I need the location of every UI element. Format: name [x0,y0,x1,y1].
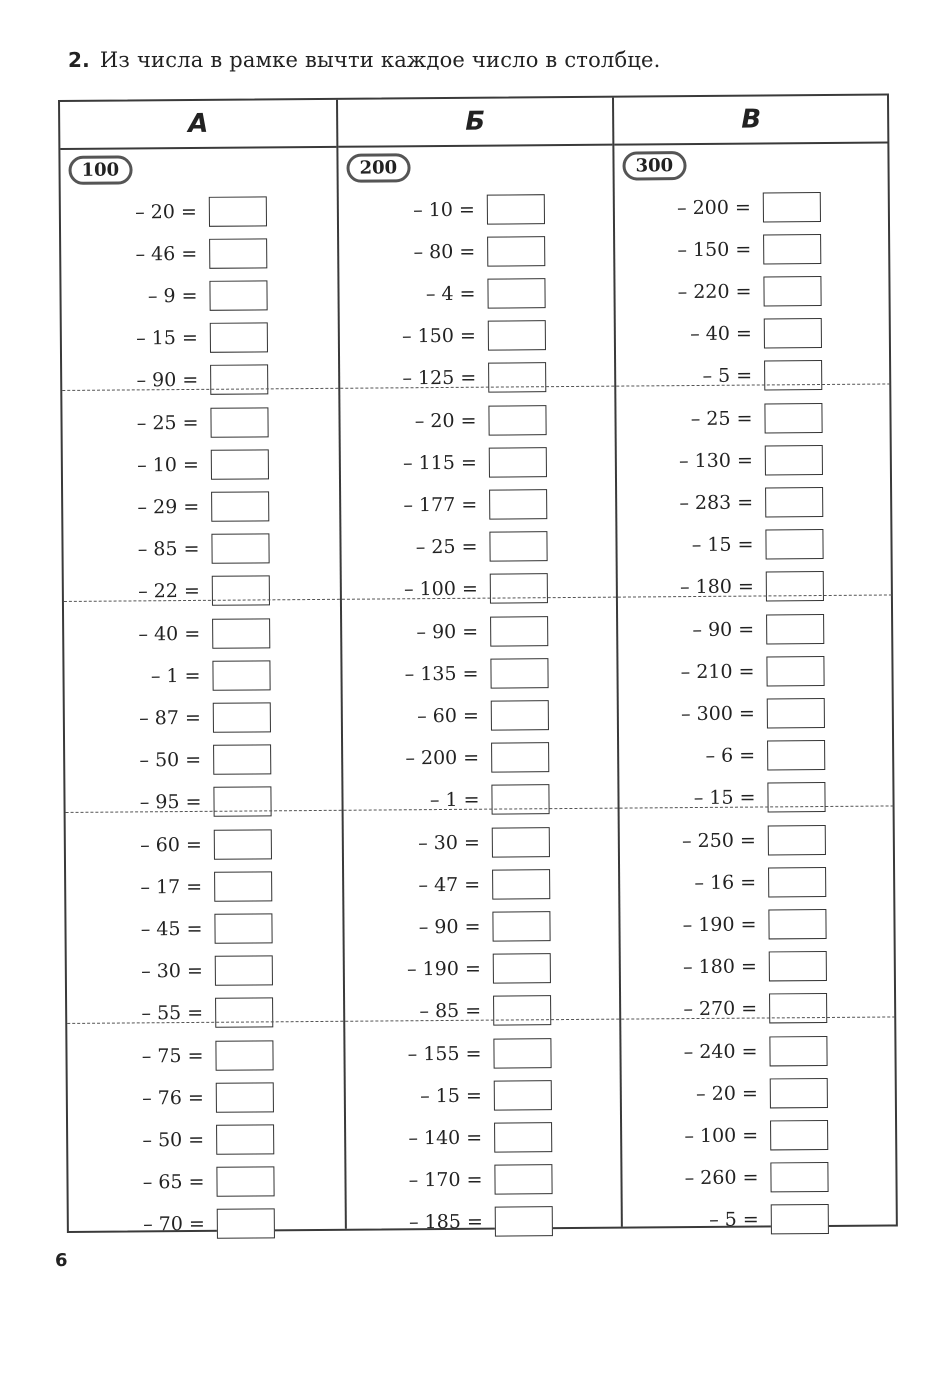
problem-groups [615,185,897,1242]
subtraction-expression: – 16 = [694,871,757,895]
subtraction-row [620,902,894,946]
subtraction-expression: – 22 = [138,579,200,603]
subtraction-row [621,1029,895,1073]
subtraction-expression: – 90 = [416,620,479,644]
task-number: 2. [68,48,90,72]
answer-box[interactable] [766,656,824,686]
subtraction-expression: – 1 = [150,664,201,688]
subtraction-row [68,1160,344,1204]
subtraction-expression: – 190 = [682,913,757,937]
problem-group [67,1034,345,1247]
answer-box[interactable] [216,1166,274,1196]
subtraction-row [621,944,895,988]
answer-box[interactable] [770,1162,828,1192]
answer-box[interactable] [213,744,271,774]
subtraction-expression: – 40 = [138,622,201,646]
subtraction-row [345,989,619,1033]
subtraction-row [61,274,337,318]
subtraction-row [341,525,615,569]
subtraction-expression: – 9 = [147,284,198,308]
subtraction-row [615,227,889,271]
subtraction-row [615,185,889,229]
subtraction-row [617,480,891,524]
answer-box[interactable] [215,997,273,1027]
subtraction-expression: – 20 = [414,409,477,433]
answer-box[interactable] [770,1078,828,1108]
subtraction-row [618,564,892,608]
subtraction-expression: – 150 = [402,324,476,348]
subtraction-row [62,358,338,402]
subtraction-expression: – 6 = [705,744,756,767]
subtraction-expression: – 15 = [136,326,198,350]
answer-box[interactable] [213,702,271,732]
answer-box[interactable] [765,487,823,517]
subtraction-row [623,1197,897,1241]
subtraction-row [344,821,618,865]
answer-box[interactable] [216,1082,274,1112]
subtraction-row [65,780,341,824]
task-instruction: Из числа в рамке вычти каждое число в столбце. [99,48,661,72]
answer-box[interactable] [217,1208,275,1238]
subtraction-expression: – 10 = [413,198,475,222]
answer-box[interactable] [493,995,551,1025]
subtraction-row [343,778,617,822]
subtraction-row [619,733,893,777]
column-header: В [614,95,888,145]
subtraction-expression: – 90 = [692,618,755,642]
answer-box[interactable] [213,786,271,816]
subtraction-row [345,947,619,991]
subtraction-row [617,438,891,482]
subtraction-row [65,738,341,782]
subtraction-expression: – 85 = [419,999,482,1023]
answer-box[interactable] [492,911,550,941]
answer-box[interactable] [768,909,826,939]
subtraction-expression: – 140 = [408,1126,483,1150]
subtraction-expression: – 25 = [415,535,478,559]
subtraction-expression: – 100 = [684,1124,759,1148]
task-heading [68,48,661,72]
answer-box[interactable] [764,360,822,390]
column-1 [60,100,345,1236]
subtraction-expression: – 55 = [141,1001,204,1025]
answer-box[interactable] [495,1206,553,1236]
subtraction-row [67,991,343,1035]
subtraction-expression: – 50 = [142,1128,205,1152]
subtraction-row [616,396,890,440]
subtraction-expression: – 115 = [403,451,477,475]
subtraction-row [339,230,613,274]
answer-box[interactable] [494,1164,552,1194]
answer-box[interactable] [491,784,549,814]
subtraction-expression: – 150 = [677,238,752,262]
column-2 [336,98,621,1234]
answer-box[interactable] [487,236,545,266]
subtraction-row [69,1202,345,1246]
subtraction-expression: – 210 = [680,660,755,684]
answer-box[interactable] [209,196,267,226]
answer-box[interactable] [489,489,547,519]
subtraction-row [615,269,889,313]
answer-box[interactable] [210,407,268,437]
answer-box[interactable] [212,575,270,605]
subtraction-row [64,612,340,656]
subtraction-row [339,272,613,316]
answer-box[interactable] [212,618,270,648]
subtraction-expression: – 4 = [425,282,476,306]
subtraction-expression: – 177 = [403,493,478,517]
subtraction-row [345,1032,619,1076]
subtraction-expression: – 180 = [679,575,754,599]
subtraction-expression: – 200 = [405,746,480,770]
subtraction-row [344,863,618,907]
subtraction-expression: – 15 = [693,786,756,810]
column-header: А [60,100,336,150]
answer-box[interactable] [215,955,273,985]
subtraction-expression: – 200 = [677,196,751,220]
answer-box[interactable] [214,913,272,943]
answer-box[interactable] [492,869,550,899]
subtraction-expression: – 65 = [142,1170,205,1194]
subtraction-row [622,1155,896,1199]
minuend-badge: 100 [68,155,132,184]
subtraction-row [65,696,341,740]
subtraction-row [619,691,893,735]
subtraction-row [64,569,340,613]
answer-box[interactable] [769,951,827,981]
subtraction-expression: – 17 = [140,875,203,899]
answer-box[interactable] [488,362,546,392]
answer-box[interactable] [770,1120,828,1150]
subtraction-row [66,907,342,951]
subtraction-expression: – 95 = [139,790,202,814]
answer-box[interactable] [766,614,824,644]
subtraction-expression: – 60 = [140,833,202,857]
subtraction-row [67,949,343,993]
problem-group [62,401,340,614]
subtraction-row [62,401,338,445]
subtraction-row [346,1074,620,1118]
subtraction-row [620,818,894,862]
subtraction-expression: – 30 = [141,959,203,983]
subtraction-expression: – 76 = [142,1086,204,1110]
subtraction-row [63,485,339,529]
problem-group [340,399,616,612]
subtraction-row [64,654,340,698]
answer-box[interactable] [769,993,827,1023]
problem-group [345,1032,621,1245]
subtraction-expression: – 87 = [139,706,201,730]
subtraction-expression: – 47 = [418,873,481,897]
subtraction-expression: – 260 = [684,1166,759,1190]
subtraction-expression: – 85 = [137,537,200,561]
subtraction-row [619,775,893,819]
answer-box[interactable] [492,827,550,857]
subtraction-row [340,356,614,400]
subtraction-expression: – 46 = [135,242,198,266]
subtraction-expression: – 1 = [429,788,480,812]
subtraction-expression: – 25 = [690,407,753,431]
subtraction-row [343,694,617,738]
subtraction-row [617,522,891,566]
subtraction-row [616,311,890,355]
subtraction-row [616,353,890,397]
problem-group [339,188,615,401]
subtraction-expression: – 100 = [404,577,478,601]
column-header: Б [338,98,612,148]
subtraction-expression: – 90 = [136,368,199,392]
subtraction-row [63,443,339,487]
column-3 [612,95,897,1231]
problem-group [64,612,342,825]
answer-box[interactable] [214,829,272,859]
subtraction-expression: – 40 = [690,322,752,346]
answer-box[interactable] [214,871,272,901]
subtraction-expression: – 180 = [682,955,757,979]
subtraction-expression: – 15 = [420,1084,482,1108]
subtraction-expression: – 190 = [406,957,481,981]
subtraction-expression: – 5 = [702,364,753,387]
subtraction-expression: – 130 = [679,449,753,473]
exercise-table [58,93,898,1236]
subtraction-row [68,1076,344,1120]
answer-box[interactable] [490,658,548,688]
subtraction-expression: – 125 = [402,366,477,390]
subtraction-expression: – 5 = [709,1208,759,1231]
subtraction-expression: – 29 = [137,495,200,519]
answer-box[interactable] [490,616,548,646]
problem-groups [339,188,621,1245]
subtraction-row [339,188,613,232]
subtraction-row [620,860,894,904]
answer-box[interactable] [771,1204,829,1234]
answer-box[interactable] [766,571,824,601]
answer-box[interactable] [487,278,545,308]
subtraction-expression: – 80 = [413,240,476,264]
answer-box[interactable] [765,529,823,559]
answer-box[interactable] [768,867,826,897]
subtraction-expression: – 90 = [418,915,481,939]
problem-group [618,607,894,820]
subtraction-row [621,986,895,1030]
subtraction-expression: – 20 = [135,200,197,224]
subtraction-expression: – 45 = [140,917,203,941]
answer-box[interactable] [211,533,269,563]
subtraction-row [340,314,614,358]
subtraction-expression: – 25 = [136,411,199,435]
subtraction-expression: – 15 = [691,533,754,557]
subtraction-expression: – 220 = [677,280,752,304]
page-number: 6 [55,1250,68,1271]
subtraction-row [68,1118,344,1162]
subtraction-expression: – 20 = [696,1082,758,1106]
subtraction-row [342,567,616,611]
answer-box[interactable] [216,1124,274,1154]
subtraction-expression: – 185 = [408,1210,483,1234]
minuend-badge: 300 [622,151,686,180]
subtraction-row [67,1034,343,1078]
answer-box[interactable] [494,1122,552,1152]
answer-box[interactable] [215,1040,273,1070]
subtraction-expression: – 250 = [681,829,756,853]
problem-group [66,823,344,1036]
answer-box[interactable] [488,320,546,350]
answer-box[interactable] [489,447,547,477]
answer-box[interactable] [209,280,267,310]
subtraction-row [346,1158,620,1202]
problem-group [615,185,891,398]
subtraction-row [61,190,337,234]
subtraction-row [63,527,339,571]
answer-box[interactable] [491,742,549,772]
answer-box[interactable] [491,700,549,730]
answer-box[interactable] [211,491,269,521]
subtraction-expression: – 75 = [141,1044,204,1068]
subtraction-expression: – 170 = [408,1168,483,1192]
subtraction-row [341,441,615,485]
subtraction-row [622,1071,896,1115]
answer-box[interactable] [490,573,548,603]
answer-box[interactable] [211,449,269,479]
subtraction-row [341,483,615,527]
subtraction-row [618,649,892,693]
answer-box[interactable] [764,403,822,433]
subtraction-row [347,1200,621,1244]
subtraction-row [61,232,337,276]
answer-box[interactable] [767,698,825,728]
subtraction-row [622,1113,896,1157]
subtraction-expression: – 50 = [139,748,202,772]
answer-box[interactable] [763,192,821,222]
subtraction-row [618,607,892,651]
answer-box[interactable] [763,234,821,264]
subtraction-expression: – 300 = [680,702,755,726]
problem-group [342,610,618,823]
answer-box[interactable] [769,1036,827,1066]
subtraction-row [344,905,618,949]
problem-group [620,818,896,1031]
answer-box[interactable] [493,953,551,983]
answer-box[interactable] [489,531,547,561]
answer-box[interactable] [764,318,822,348]
subtraction-expression: – 135 = [404,662,479,686]
problem-group [344,821,620,1034]
answer-box[interactable] [487,194,545,224]
subtraction-expression: – 270 = [683,997,758,1021]
answer-box[interactable] [763,276,821,306]
answer-box[interactable] [209,238,267,268]
problem-group [61,190,339,403]
subtraction-row [342,610,616,654]
subtraction-expression: – 283 = [679,491,754,515]
subtraction-row [340,399,614,443]
answer-box[interactable] [493,1038,551,1068]
answer-box[interactable] [210,364,268,394]
subtraction-expression: – 70 = [143,1212,205,1236]
subtraction-row [62,316,338,360]
subtraction-row [346,1116,620,1160]
minuend-badge: 200 [346,153,410,182]
answer-box[interactable] [488,405,546,435]
problem-group [621,1029,897,1242]
answer-box[interactable] [494,1080,552,1110]
subtraction-row [66,823,342,867]
answer-box[interactable] [765,445,823,475]
answer-box[interactable] [767,740,825,770]
answer-box[interactable] [768,825,826,855]
answer-box[interactable] [767,782,825,812]
answer-box[interactable] [212,660,270,690]
subtraction-row [66,865,342,909]
subtraction-expression: – 155 = [407,1042,482,1066]
subtraction-row [343,736,617,780]
problem-groups [61,190,345,1247]
subtraction-row [342,652,616,696]
subtraction-expression: – 30 = [418,831,480,855]
subtraction-expression: – 60 = [417,704,479,728]
answer-box[interactable] [210,322,268,352]
problem-group [616,396,892,609]
subtraction-expression: – 10 = [137,453,199,477]
subtraction-expression: – 240 = [683,1040,758,1064]
